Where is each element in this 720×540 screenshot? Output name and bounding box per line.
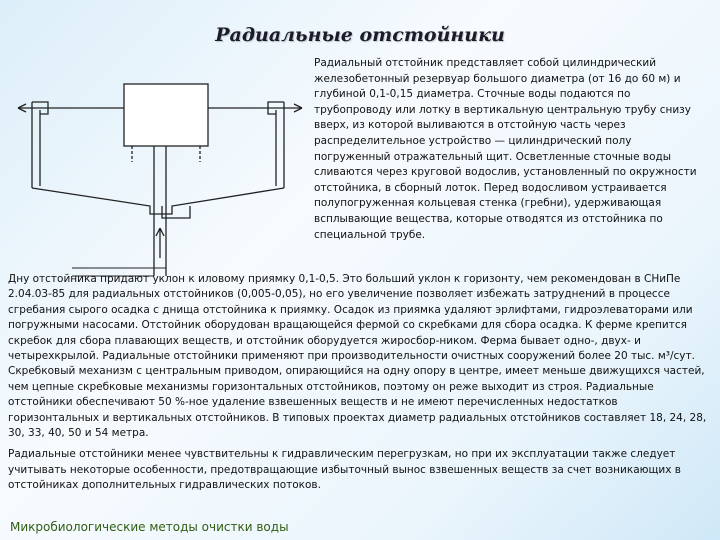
footer-caption: Микробиологические методы очистки воды — [10, 520, 289, 534]
intro-paragraph: Радиальный отстойник представляет собой цилиндрический железобетонный резервуар большого диаметра (от 16 до 60 м) и глубиной 0,1-0,15 диаметра. Сточные воды подаются по трубопроводу или лотку в вертикальную центральную трубу снизу вверх, из которой выливаются в отстойную часть через распределительное устройство — цилиндрический полу погруженный отражательный щит. Осветленные сточные воды сливаются через круговой водослив, установленный по окружности отстойника, в сборный лоток. Перед водосливом устраивается полупогруженная кольцевая стенка (гребни), удерживающая всплывающие вещества, которые отводятся из отстойника по специальной трубе. — [314, 57, 697, 241]
body-paragraph: Радиальные отстойники менее чувствительны к гидравлическим перегрузкам, но при их эксплуатации также следует учитывать некоторые особенности, предотвращающие избыточный вынос взвешенных веществ за счет возникающих в отстойниках дополнительных гидравлических потоков. — [8, 448, 681, 492]
body-paragraph: Дну отстойника придают уклон к иловому приямку 0,1-0,5. Это больший уклон к горизонту, чем рекомендован в СНиПе 2.04.03-85 для радиальных отстойников (0,005-0,05), но его увеличение позволяет избежать затруднений в процессе сгребания сырого осадка с днища отстойника к приямку. Осадок из приямка удаляют эрлифтами, гидроэлеваторами или погружными насосами. Отстойник оборудован вращающейся фермой со скребками для сбора осадка. К ферме крепится скребок для сбора плавающих веществ, и отстойник оборудуется жиросбор-ником. Ферма бывает одно-, двух- и четырехкрылой. Радиальные отстойники применяют при производительности очистных сооружений более 20 тыс. м³/сут. Скребковый механизм с центральным приводом, опирающийся на одну опору в центре, имеет меньше движущихся частей, чем цепные скребковые механизмы горизонтальных отстойников, поэтому он реже выходит из строя. Радиальные отстойники обеспечивают 50 %-ное удаление взвешенных веществ и не имеют перечисленных недостатков горизонтальных и вертикальных отстойников. В типовых проектах диаметр радиальных отстойников составляет 18, 24, 28, 30, 33, 40, 50 и 54 метра. — [8, 273, 707, 440]
page-title: Радиальные отстойники — [215, 24, 505, 46]
radial-settler-diagram — [12, 58, 304, 278]
inflow-arrow — [156, 228, 164, 258]
body-text — [8, 272, 708, 500]
central-chamber — [124, 84, 208, 146]
tank-bottom — [32, 188, 284, 214]
